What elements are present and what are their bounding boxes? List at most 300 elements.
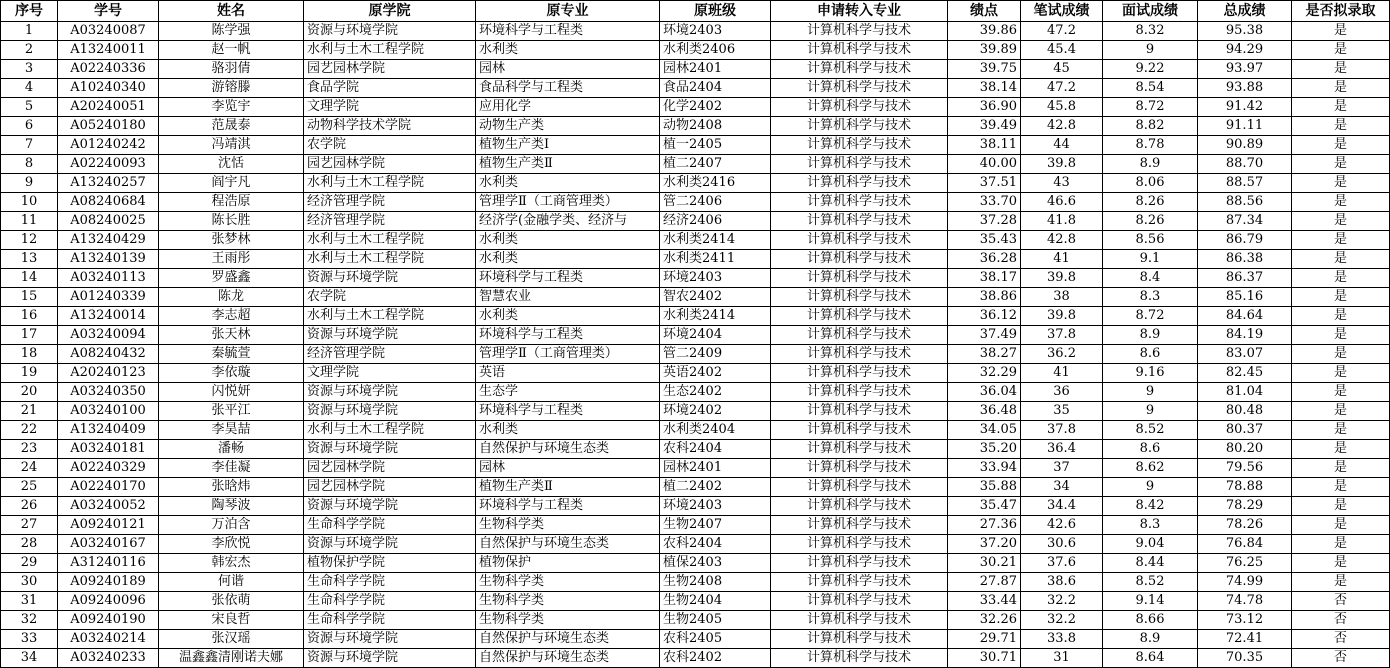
table-row — [1, 212, 1390, 231]
table-body — [1, 22, 1390, 668]
cell-original-class: 环境2403 — [660, 497, 771, 516]
cell-gpa: 37.20 — [948, 535, 1021, 554]
header-original-college: 原学院 — [304, 1, 476, 22]
cell-total-score: 74.78 — [1198, 592, 1292, 611]
cell-admitted: 是 — [1292, 364, 1390, 383]
cell-target-major: 计算机科学与技术 — [771, 193, 948, 212]
cell-target-major: 计算机科学与技术 — [771, 592, 948, 611]
cell-student-id: A08240684 — [58, 193, 159, 212]
cell-interview-score: 8.06 — [1103, 174, 1198, 193]
cell-name: 张汉瑶 — [159, 630, 304, 649]
cell-target-major: 计算机科学与技术 — [771, 459, 948, 478]
cell-original-college: 农学院 — [304, 136, 476, 155]
cell-target-major: 计算机科学与技术 — [771, 98, 948, 117]
table-row — [1, 326, 1390, 345]
cell-original-class: 环境2403 — [660, 22, 771, 41]
header-seq: 序号 — [1, 1, 58, 22]
cell-original-class: 管二2406 — [660, 193, 771, 212]
cell-gpa: 38.27 — [948, 345, 1021, 364]
table-row — [1, 155, 1390, 174]
cell-written-score: 41.8 — [1021, 212, 1103, 231]
cell-name: 张梦林 — [159, 231, 304, 250]
cell-total-score: 79.56 — [1198, 459, 1292, 478]
cell-target-major: 计算机科学与技术 — [771, 630, 948, 649]
cell-seq: 1 — [1, 22, 58, 41]
cell-student-id: A03240167 — [58, 535, 159, 554]
cell-student-id: A03240087 — [58, 22, 159, 41]
cell-total-score: 72.41 — [1198, 630, 1292, 649]
cell-written-score: 37.8 — [1021, 421, 1103, 440]
cell-total-score: 86.79 — [1198, 231, 1292, 250]
cell-gpa: 32.26 — [948, 611, 1021, 630]
cell-student-id: A10240340 — [58, 79, 159, 98]
header-total-score: 总成绩 — [1198, 1, 1292, 22]
table-row — [1, 231, 1390, 250]
cell-name: 张依萌 — [159, 592, 304, 611]
cell-gpa: 38.86 — [948, 288, 1021, 307]
header-interview-score: 面试成绩 — [1103, 1, 1198, 22]
cell-written-score: 34.4 — [1021, 497, 1103, 516]
cell-student-id: A03240100 — [58, 402, 159, 421]
cell-name: 闪悦妍 — [159, 383, 304, 402]
cell-name: 张天林 — [159, 326, 304, 345]
header-name: 姓名 — [159, 1, 304, 22]
cell-original-major: 环境科学与工程类 — [476, 402, 660, 421]
cell-total-score: 91.42 — [1198, 98, 1292, 117]
cell-student-id: A09240096 — [58, 592, 159, 611]
cell-name: 潘畅 — [159, 440, 304, 459]
cell-written-score: 42.6 — [1021, 516, 1103, 535]
table-row — [1, 402, 1390, 421]
table-row — [1, 383, 1390, 402]
cell-total-score: 86.37 — [1198, 269, 1292, 288]
cell-written-score: 31 — [1021, 649, 1103, 668]
cell-interview-score: 8.66 — [1103, 611, 1198, 630]
cell-target-major: 计算机科学与技术 — [771, 345, 948, 364]
table-row — [1, 573, 1390, 592]
cell-original-class: 智农2402 — [660, 288, 771, 307]
cell-original-class: 水利类2411 — [660, 250, 771, 269]
cell-admitted: 是 — [1292, 60, 1390, 79]
cell-original-class: 农科2405 — [660, 630, 771, 649]
cell-seq: 6 — [1, 117, 58, 136]
cell-original-major: 水利类 — [476, 307, 660, 326]
cell-student-id: A02240336 — [58, 60, 159, 79]
table-row — [1, 307, 1390, 326]
cell-seq: 12 — [1, 231, 58, 250]
cell-name: 张晗炜 — [159, 478, 304, 497]
cell-admitted: 是 — [1292, 478, 1390, 497]
cell-target-major: 计算机科学与技术 — [771, 573, 948, 592]
cell-original-class: 园林2401 — [660, 459, 771, 478]
cell-admitted: 否 — [1292, 649, 1390, 668]
cell-interview-score: 8.72 — [1103, 98, 1198, 117]
cell-written-score: 47.2 — [1021, 79, 1103, 98]
table-row — [1, 60, 1390, 79]
header-written-score: 笔试成绩 — [1021, 1, 1103, 22]
table-row — [1, 250, 1390, 269]
cell-original-college: 园艺园林学院 — [304, 478, 476, 497]
cell-target-major: 计算机科学与技术 — [771, 554, 948, 573]
cell-interview-score: 8.6 — [1103, 440, 1198, 459]
cell-name: 何谐 — [159, 573, 304, 592]
cell-written-score: 30.6 — [1021, 535, 1103, 554]
cell-original-class: 水利类2414 — [660, 231, 771, 250]
cell-admitted: 是 — [1292, 269, 1390, 288]
cell-original-major: 环境科学与工程类 — [476, 22, 660, 41]
cell-original-major: 环境科学与工程类 — [476, 269, 660, 288]
cell-original-major: 应用化学 — [476, 98, 660, 117]
cell-original-major: 自然保护与环境生态类 — [476, 630, 660, 649]
cell-name: 韩宏杰 — [159, 554, 304, 573]
cell-original-college: 水利与土木工程学院 — [304, 421, 476, 440]
cell-seq: 11 — [1, 212, 58, 231]
cell-student-id: A20240051 — [58, 98, 159, 117]
cell-seq: 14 — [1, 269, 58, 288]
cell-name: 范晟泰 — [159, 117, 304, 136]
cell-name: 李佳凝 — [159, 459, 304, 478]
cell-original-college: 动物科学技术学院 — [304, 117, 476, 136]
cell-seq: 13 — [1, 250, 58, 269]
cell-name: 游镕滕 — [159, 79, 304, 98]
cell-written-score: 45.8 — [1021, 98, 1103, 117]
cell-gpa: 36.12 — [948, 307, 1021, 326]
cell-original-college: 生命科学学院 — [304, 573, 476, 592]
cell-interview-score: 9 — [1103, 478, 1198, 497]
cell-target-major: 计算机科学与技术 — [771, 326, 948, 345]
cell-original-major: 动物生产类 — [476, 117, 660, 136]
cell-interview-score: 9.14 — [1103, 592, 1198, 611]
table-row — [1, 22, 1390, 41]
cell-original-major: 植物生产类Ⅱ — [476, 478, 660, 497]
cell-admitted: 是 — [1292, 459, 1390, 478]
cell-interview-score: 8.32 — [1103, 22, 1198, 41]
cell-original-class: 农科2404 — [660, 535, 771, 554]
cell-target-major: 计算机科学与技术 — [771, 269, 948, 288]
cell-original-class: 生物2408 — [660, 573, 771, 592]
cell-total-score: 88.56 — [1198, 193, 1292, 212]
cell-total-score: 78.26 — [1198, 516, 1292, 535]
cell-student-id: A31240116 — [58, 554, 159, 573]
cell-student-id: A02240170 — [58, 478, 159, 497]
cell-total-score: 84.64 — [1198, 307, 1292, 326]
cell-original-class: 水利类2416 — [660, 174, 771, 193]
cell-original-class: 水利类2414 — [660, 307, 771, 326]
cell-student-id: A01240242 — [58, 136, 159, 155]
cell-gpa: 33.44 — [948, 592, 1021, 611]
cell-total-score: 76.25 — [1198, 554, 1292, 573]
cell-original-class: 生物2405 — [660, 611, 771, 630]
cell-gpa: 29.71 — [948, 630, 1021, 649]
cell-gpa: 39.86 — [948, 22, 1021, 41]
cell-interview-score: 9.1 — [1103, 250, 1198, 269]
table-row — [1, 592, 1390, 611]
header-row — [1, 1, 1390, 22]
cell-admitted: 是 — [1292, 22, 1390, 41]
cell-student-id: A03240350 — [58, 383, 159, 402]
cell-name: 王雨彤 — [159, 250, 304, 269]
cell-gpa: 38.14 — [948, 79, 1021, 98]
cell-gpa: 32.29 — [948, 364, 1021, 383]
cell-written-score: 41 — [1021, 364, 1103, 383]
table-row — [1, 421, 1390, 440]
cell-seq: 7 — [1, 136, 58, 155]
cell-seq: 5 — [1, 98, 58, 117]
cell-original-major: 生物科学类 — [476, 592, 660, 611]
cell-original-college: 生命科学学院 — [304, 611, 476, 630]
cell-gpa: 36.48 — [948, 402, 1021, 421]
cell-interview-score: 9.16 — [1103, 364, 1198, 383]
cell-name: 李志超 — [159, 307, 304, 326]
cell-name: 温鑫鑫清刚诺夫娜 — [159, 649, 304, 668]
table-row — [1, 98, 1390, 117]
cell-seq: 25 — [1, 478, 58, 497]
cell-interview-score: 8.3 — [1103, 288, 1198, 307]
cell-gpa: 37.28 — [948, 212, 1021, 231]
cell-target-major: 计算机科学与技术 — [771, 516, 948, 535]
header-original-major: 原专业 — [476, 1, 660, 22]
cell-seq: 24 — [1, 459, 58, 478]
cell-admitted: 是 — [1292, 402, 1390, 421]
cell-name: 陶琴波 — [159, 497, 304, 516]
cell-admitted: 是 — [1292, 535, 1390, 554]
cell-admitted: 是 — [1292, 79, 1390, 98]
cell-original-major: 水利类 — [476, 421, 660, 440]
cell-interview-score: 8.4 — [1103, 269, 1198, 288]
cell-admitted: 是 — [1292, 98, 1390, 117]
cell-total-score: 93.88 — [1198, 79, 1292, 98]
cell-seq: 19 — [1, 364, 58, 383]
cell-original-class: 植二2402 — [660, 478, 771, 497]
cell-admitted: 是 — [1292, 516, 1390, 535]
cell-gpa: 36.04 — [948, 383, 1021, 402]
cell-student-id: A08240025 — [58, 212, 159, 231]
table-row — [1, 459, 1390, 478]
cell-written-score: 45 — [1021, 60, 1103, 79]
cell-name: 陈龙 — [159, 288, 304, 307]
table-row — [1, 611, 1390, 630]
header-target-major: 申请转入专业 — [771, 1, 948, 22]
cell-target-major: 计算机科学与技术 — [771, 364, 948, 383]
cell-admitted: 是 — [1292, 250, 1390, 269]
cell-original-college: 资源与环境学院 — [304, 383, 476, 402]
table-row — [1, 345, 1390, 364]
cell-target-major: 计算机科学与技术 — [771, 79, 948, 98]
cell-written-score: 37.8 — [1021, 326, 1103, 345]
table-row — [1, 193, 1390, 212]
cell-gpa: 30.21 — [948, 554, 1021, 573]
cell-admitted: 是 — [1292, 573, 1390, 592]
cell-seq: 26 — [1, 497, 58, 516]
cell-original-college: 资源与环境学院 — [304, 402, 476, 421]
cell-target-major: 计算机科学与技术 — [771, 611, 948, 630]
cell-original-major: 植物生产类Ⅰ — [476, 136, 660, 155]
cell-gpa: 35.88 — [948, 478, 1021, 497]
cell-admitted: 是 — [1292, 174, 1390, 193]
cell-target-major: 计算机科学与技术 — [771, 497, 948, 516]
cell-student-id: A13240409 — [58, 421, 159, 440]
cell-original-college: 经济管理学院 — [304, 193, 476, 212]
cell-interview-score: 9.04 — [1103, 535, 1198, 554]
table-row — [1, 41, 1390, 60]
cell-gpa: 39.75 — [948, 60, 1021, 79]
cell-target-major: 计算机科学与技术 — [771, 649, 948, 668]
table-row — [1, 497, 1390, 516]
cell-original-college: 水利与土木工程学院 — [304, 307, 476, 326]
cell-seq: 8 — [1, 155, 58, 174]
cell-admitted: 是 — [1292, 212, 1390, 231]
cell-original-major: 生物科学类 — [476, 611, 660, 630]
cell-written-score: 37 — [1021, 459, 1103, 478]
cell-target-major: 计算机科学与技术 — [771, 440, 948, 459]
cell-interview-score: 8.52 — [1103, 421, 1198, 440]
cell-original-class: 食品2404 — [660, 79, 771, 98]
cell-written-score: 32.2 — [1021, 611, 1103, 630]
cell-target-major: 计算机科学与技术 — [771, 478, 948, 497]
cell-written-score: 45.4 — [1021, 41, 1103, 60]
cell-gpa: 33.94 — [948, 459, 1021, 478]
cell-target-major: 计算机科学与技术 — [771, 402, 948, 421]
cell-name: 陈长胜 — [159, 212, 304, 231]
cell-gpa: 38.11 — [948, 136, 1021, 155]
cell-written-score: 38.6 — [1021, 573, 1103, 592]
cell-original-college: 生命科学学院 — [304, 592, 476, 611]
cell-gpa: 37.49 — [948, 326, 1021, 345]
cell-interview-score: 8.26 — [1103, 193, 1198, 212]
cell-seq: 21 — [1, 402, 58, 421]
cell-admitted: 是 — [1292, 41, 1390, 60]
cell-student-id: A05240180 — [58, 117, 159, 136]
cell-seq: 23 — [1, 440, 58, 459]
cell-target-major: 计算机科学与技术 — [771, 22, 948, 41]
cell-total-score: 82.45 — [1198, 364, 1292, 383]
cell-original-class: 农科2402 — [660, 649, 771, 668]
cell-original-class: 动物2408 — [660, 117, 771, 136]
cell-student-id: A03240181 — [58, 440, 159, 459]
cell-total-score: 88.57 — [1198, 174, 1292, 193]
cell-gpa: 35.43 — [948, 231, 1021, 250]
cell-written-score: 36.2 — [1021, 345, 1103, 364]
cell-original-major: 自然保护与环境生态类 — [476, 440, 660, 459]
cell-original-major: 食品科学与工程类 — [476, 79, 660, 98]
cell-original-college: 经济管理学院 — [304, 345, 476, 364]
header-original-class: 原班级 — [660, 1, 771, 22]
cell-student-id: A02240329 — [58, 459, 159, 478]
cell-interview-score: 8.78 — [1103, 136, 1198, 155]
cell-student-id: A02240093 — [58, 155, 159, 174]
cell-original-major: 生物科学类 — [476, 516, 660, 535]
cell-seq: 16 — [1, 307, 58, 326]
cell-name: 赵一帆 — [159, 41, 304, 60]
cell-written-score: 35 — [1021, 402, 1103, 421]
cell-seq: 3 — [1, 60, 58, 79]
cell-seq: 32 — [1, 611, 58, 630]
cell-original-major: 园林 — [476, 60, 660, 79]
cell-written-score: 33.8 — [1021, 630, 1103, 649]
cell-seq: 27 — [1, 516, 58, 535]
cell-original-major: 水利类 — [476, 41, 660, 60]
cell-original-major: 环境科学与工程类 — [476, 497, 660, 516]
cell-admitted: 是 — [1292, 155, 1390, 174]
cell-name: 李依璇 — [159, 364, 304, 383]
table-row — [1, 79, 1390, 98]
table-row — [1, 117, 1390, 136]
cell-written-score: 34 — [1021, 478, 1103, 497]
cell-target-major: 计算机科学与技术 — [771, 174, 948, 193]
cell-seq: 22 — [1, 421, 58, 440]
cell-original-major: 水利类 — [476, 231, 660, 250]
cell-student-id: A03240094 — [58, 326, 159, 345]
cell-student-id: A13240011 — [58, 41, 159, 60]
cell-original-class: 环境2402 — [660, 402, 771, 421]
cell-original-college: 食品学院 — [304, 79, 476, 98]
cell-student-id: A08240432 — [58, 345, 159, 364]
cell-original-class: 化学2402 — [660, 98, 771, 117]
cell-original-class: 水利类2404 — [660, 421, 771, 440]
header-admitted: 是否拟录取 — [1292, 1, 1390, 22]
cell-name: 骆羽倩 — [159, 60, 304, 79]
cell-original-major: 生物科学类 — [476, 573, 660, 592]
cell-original-major: 水利类 — [476, 250, 660, 269]
cell-target-major: 计算机科学与技术 — [771, 136, 948, 155]
cell-total-score: 91.11 — [1198, 117, 1292, 136]
cell-target-major: 计算机科学与技术 — [771, 383, 948, 402]
cell-original-major: 植物保护 — [476, 554, 660, 573]
table-row — [1, 516, 1390, 535]
cell-student-id: A03240214 — [58, 630, 159, 649]
cell-interview-score: 8.52 — [1103, 573, 1198, 592]
cell-seq: 28 — [1, 535, 58, 554]
cell-total-score: 93.97 — [1198, 60, 1292, 79]
cell-total-score: 94.29 — [1198, 41, 1292, 60]
cell-original-college: 资源与环境学院 — [304, 326, 476, 345]
cell-name: 李欣悦 — [159, 535, 304, 554]
cell-admitted: 是 — [1292, 497, 1390, 516]
cell-original-college: 水利与土木工程学院 — [304, 41, 476, 60]
cell-original-college: 资源与环境学院 — [304, 269, 476, 288]
cell-total-score: 70.35 — [1198, 649, 1292, 668]
cell-original-major: 经济学(金融学类、经济与 — [476, 212, 660, 231]
cell-written-score: 32.2 — [1021, 592, 1103, 611]
cell-gpa: 38.17 — [948, 269, 1021, 288]
cell-total-score: 80.20 — [1198, 440, 1292, 459]
cell-interview-score: 9 — [1103, 383, 1198, 402]
cell-original-class: 植二2407 — [660, 155, 771, 174]
cell-original-college: 生命科学学院 — [304, 516, 476, 535]
cell-original-class: 环境2403 — [660, 269, 771, 288]
cell-written-score: 39.8 — [1021, 269, 1103, 288]
cell-original-class: 植保2403 — [660, 554, 771, 573]
cell-name: 万泊含 — [159, 516, 304, 535]
cell-admitted: 是 — [1292, 326, 1390, 345]
table-row — [1, 649, 1390, 668]
cell-original-class: 管二2409 — [660, 345, 771, 364]
cell-original-college: 水利与土木工程学院 — [304, 174, 476, 193]
cell-student-id: A13240429 — [58, 231, 159, 250]
cell-original-major: 园林 — [476, 459, 660, 478]
cell-name: 秦毓萱 — [159, 345, 304, 364]
table-row — [1, 630, 1390, 649]
cell-total-score: 81.04 — [1198, 383, 1292, 402]
cell-target-major: 计算机科学与技术 — [771, 535, 948, 554]
cell-original-class: 植一2405 — [660, 136, 771, 155]
cell-seq: 30 — [1, 573, 58, 592]
cell-seq: 34 — [1, 649, 58, 668]
cell-written-score: 36.4 — [1021, 440, 1103, 459]
cell-original-college: 园艺园林学院 — [304, 60, 476, 79]
table-row — [1, 174, 1390, 193]
cell-admitted: 否 — [1292, 611, 1390, 630]
